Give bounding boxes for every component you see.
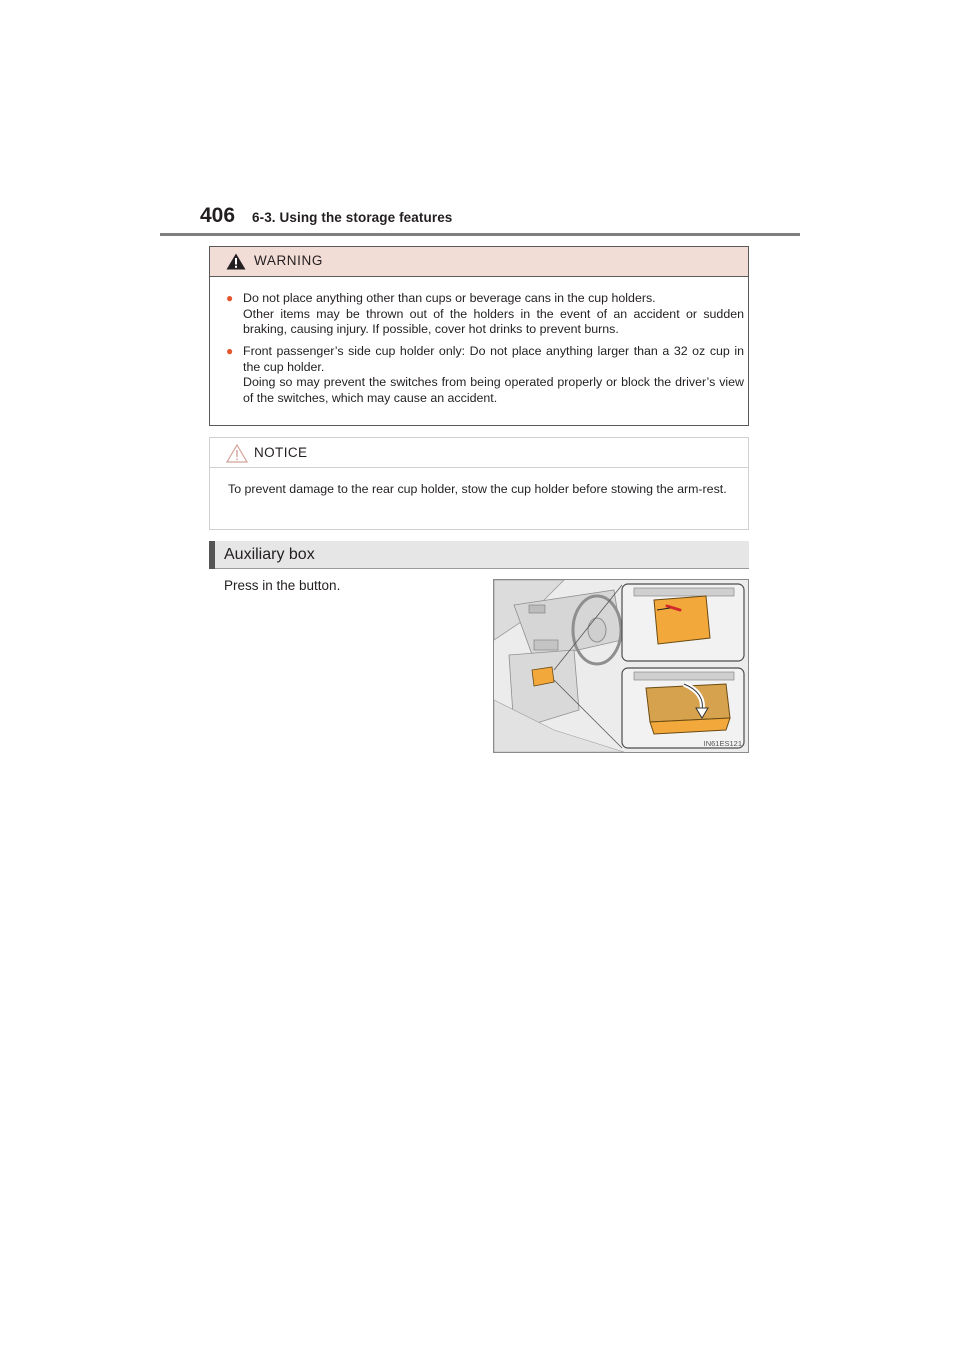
warning-header bbox=[210, 247, 748, 277]
dashboard-illustration-icon bbox=[494, 580, 748, 752]
warning-item-line: Other items may be thrown out of the holders in the event of an accident or sudden braking, causing injury. If possible, cover hot drinks to prevent burns. bbox=[243, 306, 744, 337]
warning-triangle-icon bbox=[226, 253, 246, 270]
warning-box bbox=[209, 246, 749, 426]
subsection-heading bbox=[209, 541, 749, 569]
page-number: 406 bbox=[200, 204, 236, 227]
figure-code: IN61ES121 bbox=[703, 739, 742, 748]
caution-triangle-icon bbox=[226, 444, 248, 463]
warning-title: WARNING bbox=[254, 253, 323, 268]
warning-item-line: Front passenger’s side cup holder only: Do not place anything larger than a 32 oz cup in the cup holder. bbox=[243, 344, 744, 374]
warning-item-line: Doing so may prevent the switches from being operated properly or block the driver’s view of the switches, which may cause an accident. bbox=[243, 375, 744, 405]
notice-title: NOTICE bbox=[254, 445, 308, 460]
auxiliary-box-illustration bbox=[493, 579, 749, 753]
subsection-title: Auxiliary box bbox=[224, 546, 315, 563]
section-title: 6-3. Using the storage features bbox=[252, 210, 453, 225]
header-rule bbox=[160, 233, 800, 236]
warning-item-line: Do not place anything other than cups or beverage cans in the cup holders. bbox=[243, 291, 656, 305]
notice-header bbox=[210, 438, 748, 468]
bullet-icon: ● bbox=[226, 291, 234, 305]
page-header bbox=[160, 204, 800, 238]
warning-item bbox=[226, 344, 744, 406]
bullet-icon: ● bbox=[226, 344, 234, 358]
notice-box bbox=[209, 437, 749, 530]
notice-text: To prevent damage to the rear cup holder, stow the cup holder before stowing the arm-rest. bbox=[228, 482, 727, 496]
warning-item bbox=[226, 291, 744, 338]
instruction-text: Press in the button. bbox=[224, 578, 341, 593]
heading-accent-bar bbox=[209, 541, 215, 569]
